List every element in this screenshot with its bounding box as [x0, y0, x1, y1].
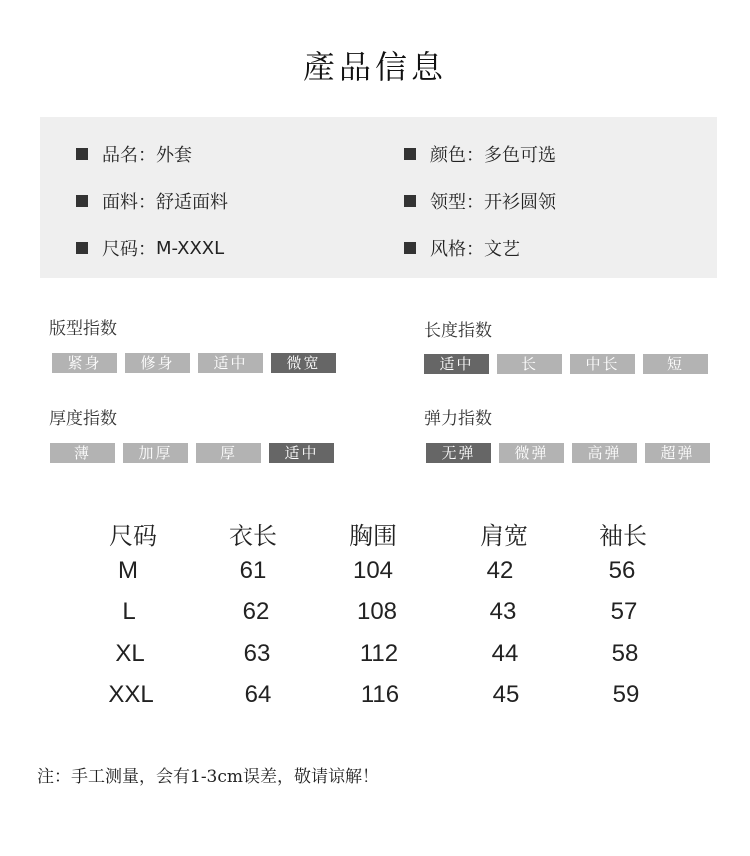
info-value: 开衫圆领 [484, 192, 556, 213]
index-option: 微弹 [499, 443, 564, 463]
table-cell: 42 [486, 557, 514, 584]
table-cell: 56 [608, 557, 636, 584]
index-option: 适中 [198, 353, 263, 373]
thickness-index-title: 厚度指数 [49, 409, 117, 429]
index-option-selected: 适中 [269, 443, 334, 463]
product-info-panel [40, 117, 717, 278]
index-option: 修身 [125, 353, 190, 373]
table-cell: M [118, 557, 138, 584]
table-cell: XL [115, 640, 145, 667]
fit-index-title: 版型指数 [49, 319, 117, 339]
info-item-size [76, 235, 224, 261]
table-header: 胸围 [349, 523, 397, 550]
table-cell: 62 [242, 598, 270, 625]
info-value: 多色可选 [484, 145, 556, 166]
index-option: 高弹 [572, 443, 637, 463]
index-option: 厚 [196, 443, 261, 463]
table-cell: 57 [610, 598, 638, 625]
table-cell: 108 [356, 598, 398, 625]
info-label: 颜色 ： [430, 141, 484, 167]
table-header: 衣长 [229, 523, 277, 550]
info-item-name [76, 141, 192, 167]
info-item-style [404, 235, 520, 261]
info-value: M-XXXL [156, 237, 225, 259]
index-option-selected: 微宽 [271, 353, 336, 373]
table-cell: 58 [611, 640, 639, 667]
table-cell: 104 [352, 557, 394, 584]
index-option-selected: 无弹 [426, 443, 491, 463]
info-item-color [404, 141, 556, 167]
length-index-title: 长度指数 [424, 321, 492, 341]
table-cell: 59 [612, 681, 640, 708]
index-option: 薄 [50, 443, 115, 463]
info-value: 文艺 [484, 239, 520, 260]
page-title: 產品信息 [302, 48, 447, 86]
table-cell: 43 [489, 598, 517, 625]
table-cell: 63 [243, 640, 271, 667]
table-header: 肩宽 [480, 523, 528, 550]
square-bullet-icon [76, 242, 88, 254]
index-option: 短 [643, 354, 708, 374]
info-value: 舒适面料 [156, 192, 228, 213]
info-value: 外套 [156, 145, 192, 166]
square-bullet-icon [76, 148, 88, 160]
info-label: 品名 ： [102, 141, 156, 167]
fit-index-options [52, 353, 344, 373]
table-cell: 44 [491, 640, 519, 667]
measurement-note: 注：手工测量，会有1-3cm误差，敬请谅解！ [37, 767, 380, 787]
thickness-index-options [50, 443, 342, 463]
table-cell: 61 [239, 557, 267, 584]
info-label: 尺码 ： [102, 235, 156, 261]
index-option: 中长 [570, 354, 635, 374]
square-bullet-icon [404, 195, 416, 207]
info-label: 领型 ： [430, 188, 484, 214]
info-label: 面料 ： [102, 188, 156, 214]
info-item-collar [404, 188, 556, 214]
index-option: 超弹 [645, 443, 710, 463]
square-bullet-icon [404, 148, 416, 160]
length-index-options [424, 354, 716, 374]
index-option-selected: 适中 [424, 354, 489, 374]
table-cell: 45 [492, 681, 520, 708]
info-label: 风格 ： [430, 235, 484, 261]
index-option: 紧身 [52, 353, 117, 373]
table-header: 尺码 [109, 523, 157, 550]
square-bullet-icon [76, 195, 88, 207]
table-cell: 116 [360, 681, 400, 708]
table-cell: XXL [108, 681, 154, 708]
table-cell: 64 [244, 681, 272, 708]
elasticity-index-options [426, 443, 718, 463]
index-option: 加厚 [123, 443, 188, 463]
table-cell: L [122, 598, 136, 625]
info-item-fabric [76, 188, 228, 214]
square-bullet-icon [404, 242, 416, 254]
table-header: 袖长 [599, 523, 647, 550]
elasticity-index-title: 弹力指数 [424, 409, 492, 429]
index-option: 长 [497, 354, 562, 374]
table-cell: 112 [359, 640, 399, 667]
